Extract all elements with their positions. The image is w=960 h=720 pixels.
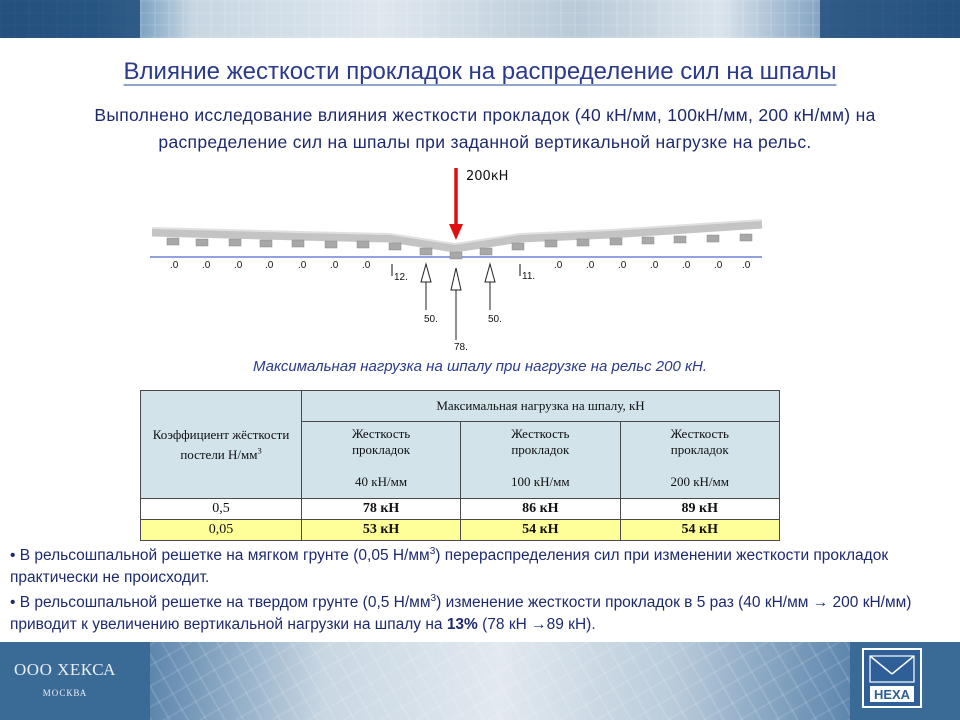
- column-header-value: 200 кН/мм: [670, 474, 730, 489]
- column-header-value: 40 кН/мм: [355, 474, 408, 489]
- zero-label: .0: [682, 260, 691, 271]
- column-header: [302, 422, 461, 499]
- header-banner-left-panel: [0, 0, 140, 38]
- zero-label: .0: [586, 260, 595, 271]
- bullet-item: • В рельсошпальной решетке на мягком грунте (0,05 $Н/мм^3$) перераспределения сил при изменении жесткости прокладок практически не происходит.: [10, 546, 889, 586]
- column-header: [461, 422, 620, 499]
- column-header-line: Жесткость: [670, 426, 729, 441]
- table-row: [141, 499, 780, 520]
- force-label: 50.: [488, 314, 502, 325]
- hexa-logo: [862, 648, 922, 708]
- zero-label: .0: [714, 260, 723, 271]
- company-city: МОСКВА: [42, 688, 88, 698]
- track-deflection-diagram: [150, 160, 770, 360]
- footer-mesh-image: [150, 642, 850, 720]
- coef-header-text: Коэффициент жёсткости постели $Н/мм^3$: [152, 426, 290, 463]
- force-label: 50.: [424, 314, 438, 325]
- force-label-small: 11.: [522, 271, 536, 282]
- max-load-header: Максимальная нагрузка на шпалу, кН: [302, 391, 780, 422]
- diagram-caption: Максимальная нагрузка на шпалу при нагрузке на рельс 200 кН.: [252, 358, 708, 375]
- reaction-arrows: [421, 264, 495, 340]
- table-cell: 54 кН: [461, 520, 620, 541]
- zero-label: .0: [742, 260, 751, 271]
- zero-label: .0: [618, 260, 627, 271]
- column-header-value: 100 кН/мм: [511, 474, 570, 489]
- slide-title: Влияние жесткости прокладок на распределение сил на шпалы: [123, 58, 837, 85]
- logo-text: HEXA: [873, 687, 911, 702]
- header-banner-right-panel: [820, 0, 960, 38]
- zero-label: .0: [170, 260, 179, 271]
- results-table: [140, 390, 780, 541]
- table-cell: 0,5: [141, 499, 302, 520]
- column-header-line: Жесткость: [511, 426, 570, 441]
- force-label-small: 12.: [394, 272, 408, 283]
- intro-paragraph: Выполнено исследование влияния жесткости прокладок (40 кН/мм, 100кН/мм, 200 кН/мм) на распределение сил на шпалы при заданной вертикальной нагрузке на рельс.: [94, 105, 876, 152]
- column-header-line: прокладок: [352, 442, 411, 457]
- table-cell: 53 кН: [302, 520, 461, 541]
- header-banner: [0, 0, 960, 38]
- zero-label: .0: [298, 260, 307, 271]
- load-arrow-head: [449, 224, 463, 240]
- company-name: ООО ХЕКСА: [14, 660, 116, 679]
- bullet-item: • В рельсошпальной решетке на твердом грунте (0,5 $Н/мм^3$) изменение жесткости прокладок в 5 раз (40 кН/мм → 200 кН/мм) приводит к увеличению вертикальной нагрузки на шпалу на 13% (78 кН →89 кН).: [10, 593, 912, 633]
- zero-label: .0: [234, 260, 243, 271]
- table-cell: 86 кН: [461, 499, 620, 520]
- load-label: 200кН: [466, 169, 509, 184]
- table-cell: 0,05: [141, 520, 302, 541]
- zero-label: .0: [554, 260, 563, 271]
- zero-label: .0: [265, 260, 274, 271]
- zero-label: .0: [362, 260, 371, 271]
- column-header-line: прокладок: [670, 442, 729, 457]
- zero-label: .0: [202, 260, 211, 271]
- table-cell: 78 кН: [302, 499, 461, 520]
- footer-banner: [0, 642, 960, 720]
- zero-label: .0: [650, 260, 659, 271]
- table-row: [141, 520, 780, 541]
- column-header-line: прокладок: [511, 442, 570, 457]
- column-header: [620, 422, 780, 499]
- conclusions: [10, 541, 950, 635]
- zero-label: .0: [330, 260, 339, 271]
- force-label: 78.: [454, 342, 468, 353]
- column-header-line: Жесткость: [351, 426, 411, 441]
- table-cell: 54 кН: [620, 520, 780, 541]
- table-cell: 89 кН: [620, 499, 780, 520]
- coef-header: [141, 391, 302, 499]
